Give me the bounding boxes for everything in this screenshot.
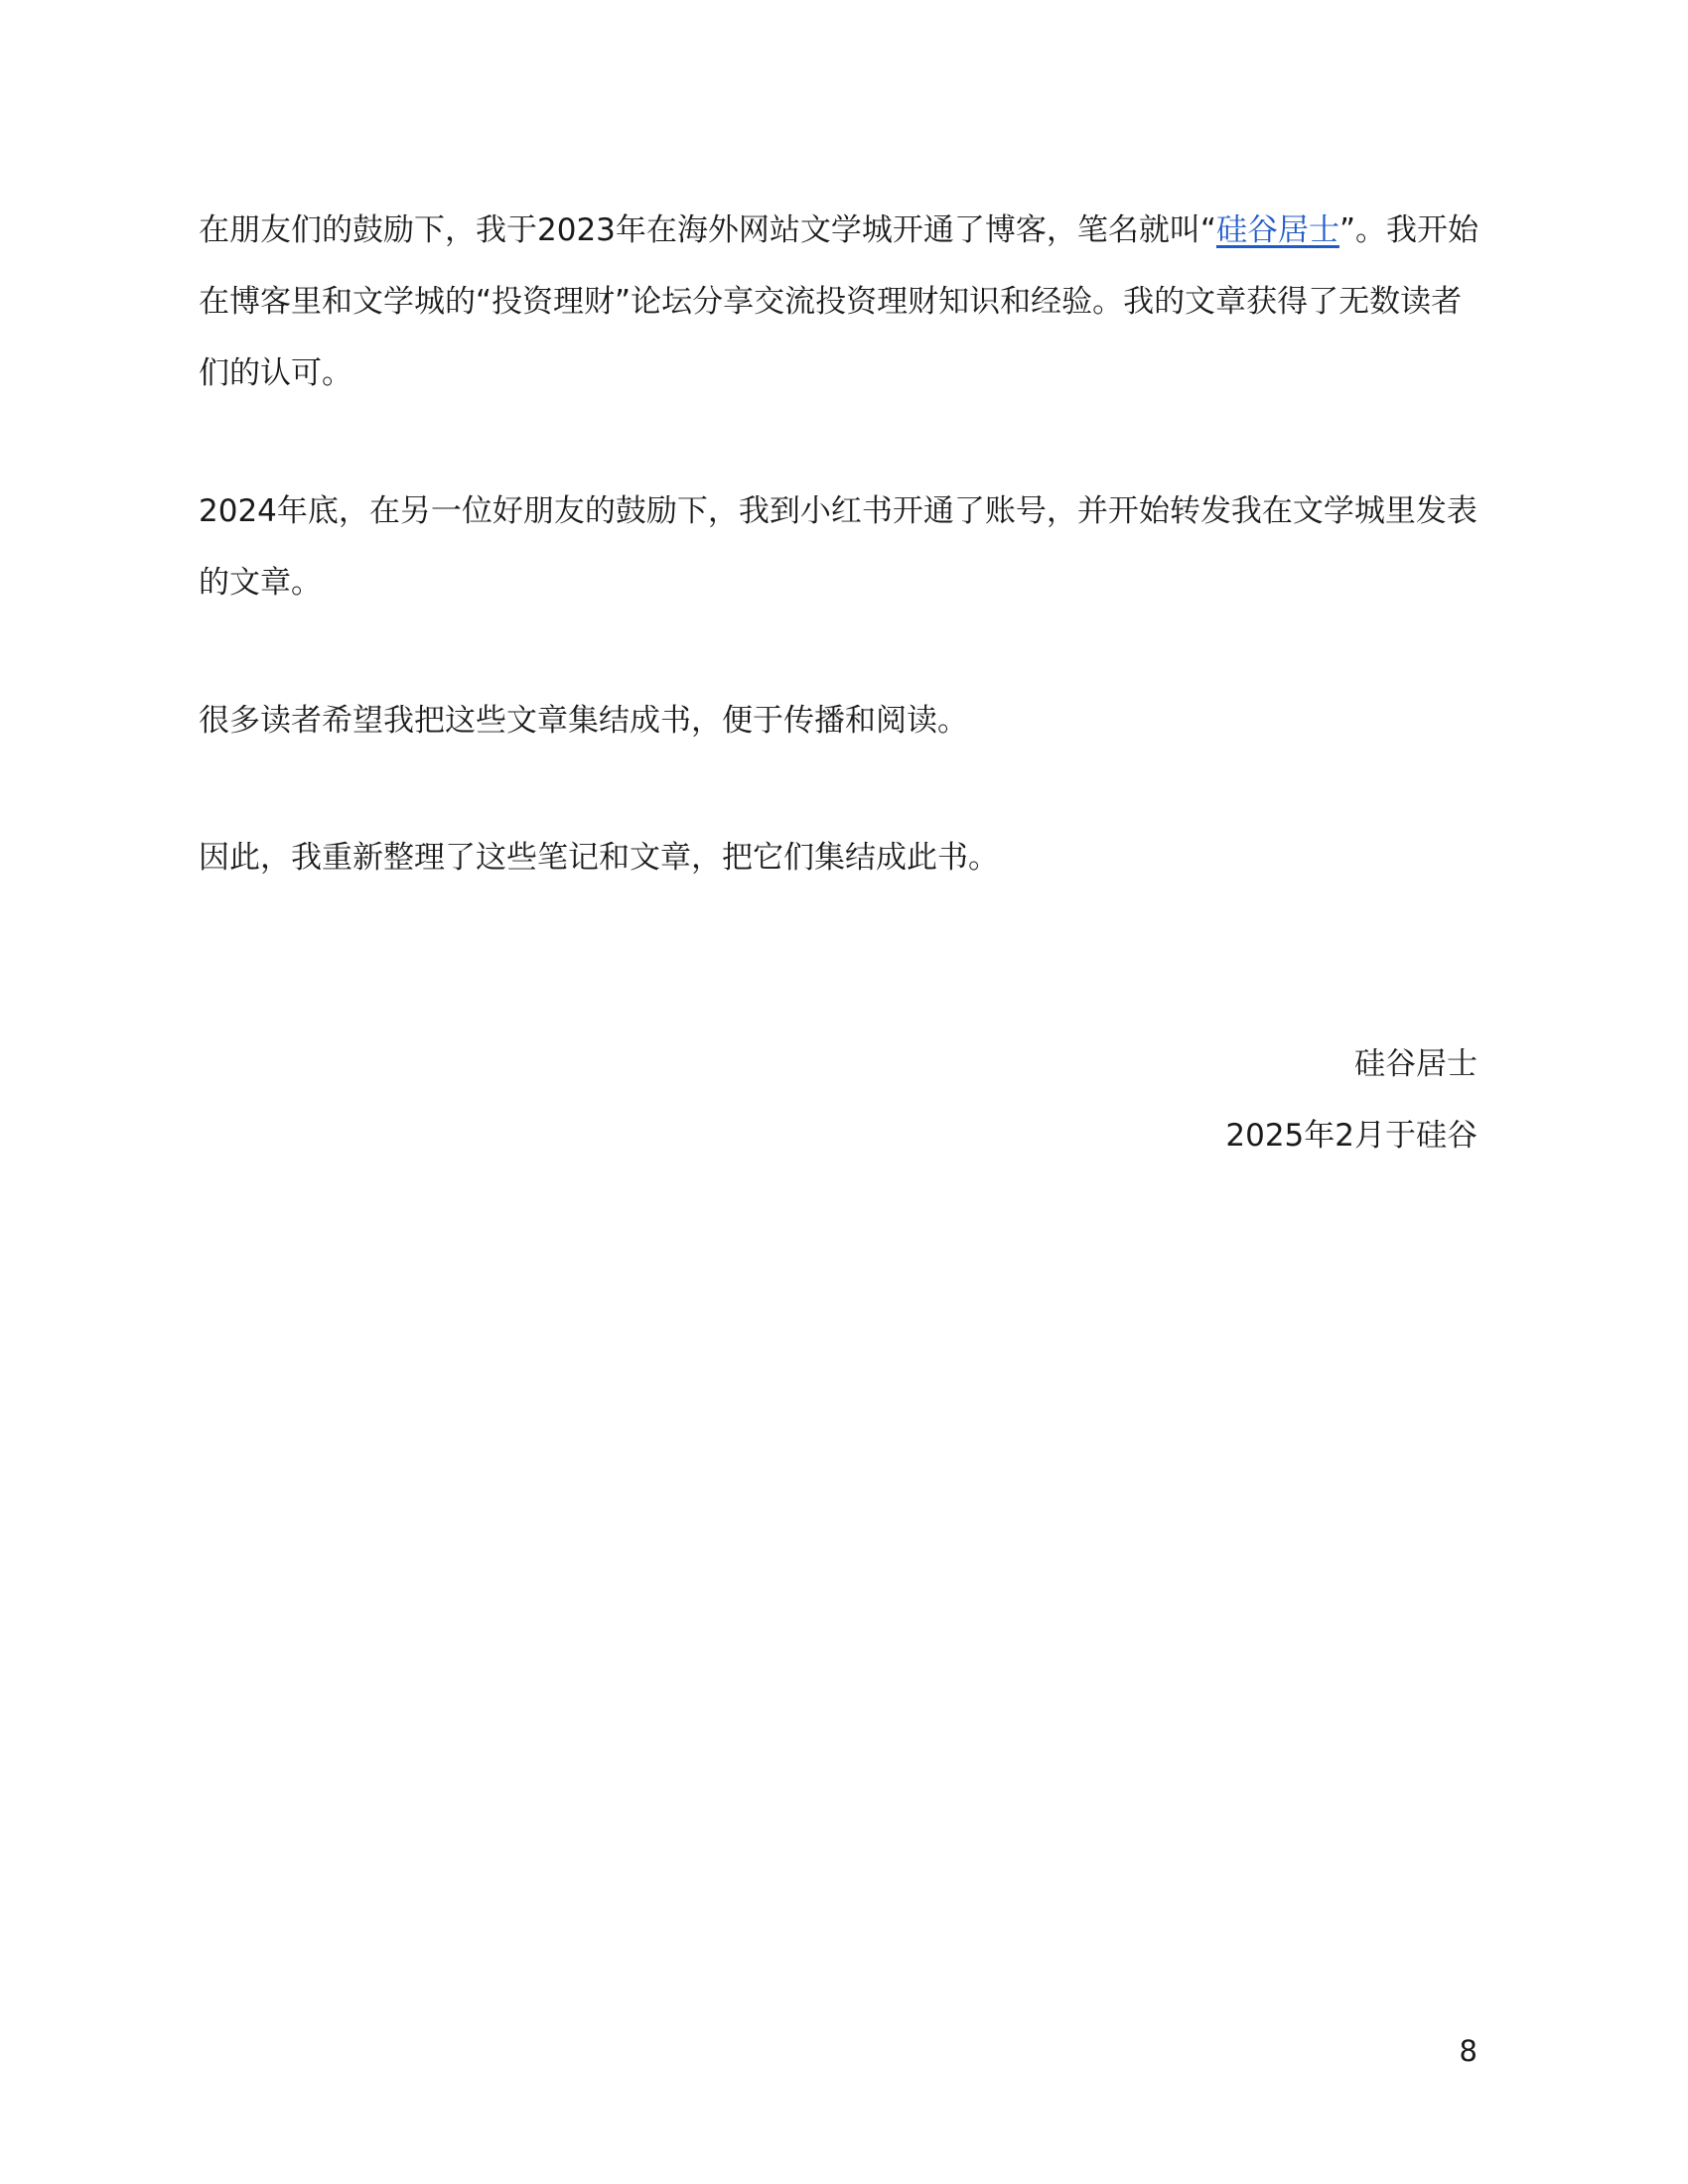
paragraph-blog-intro <box>199 195 1479 409</box>
signature-author: 硅谷居士 <box>1354 1046 1477 1082</box>
paragraph-text-before-link: 在朋友们的鼓励下，我于2023年在海外网站文学城开通了博客，笔名就叫“ <box>199 212 1216 248</box>
paragraph-text-after-link: ”。我开始在博客里和文学城的“投资理财”论坛分享交流投资理财知识和经验。我的文章获得了无数读者们的认可。 <box>199 212 1479 391</box>
paragraph-xiaohongshu: 2024年底，在另一位好朋友的鼓励下，我到小红书开通了账号，并开始转发我在文学城里发表的文章。 <box>199 493 1477 601</box>
paragraph-conclusion: 因此，我重新整理了这些笔记和文章，把它们集结成此书。 <box>199 840 999 876</box>
signature-date-place: 2025年2月于硅谷 <box>1225 1118 1477 1154</box>
pen-name-link[interactable]: 硅谷居士 <box>1215 212 1339 248</box>
signature-block <box>1225 1028 1477 1171</box>
paragraph-reader-request: 很多读者希望我把这些文章集结成书，便于传播和阅读。 <box>199 703 968 739</box>
page-number: 8 <box>1459 2034 1477 2068</box>
